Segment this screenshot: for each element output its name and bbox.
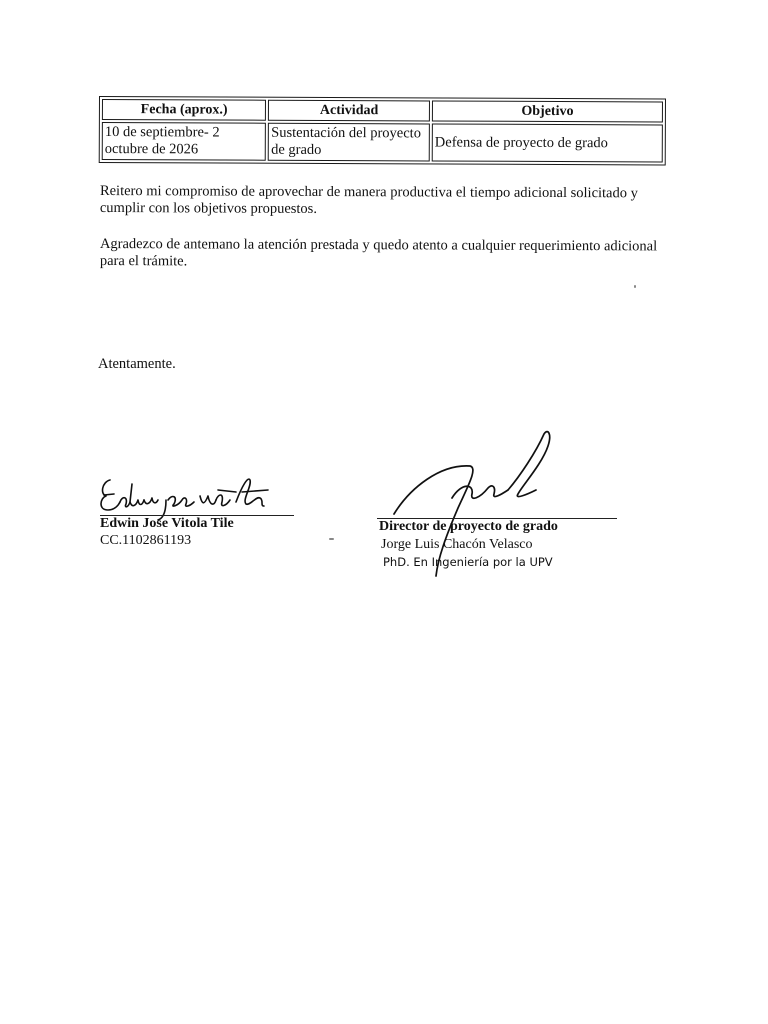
director-role: Director de proyecto de grado [379, 519, 558, 534]
cell-objective: Defensa de proyecto de grado [432, 123, 663, 162]
column-header-date: Fecha (aprox.) [102, 99, 266, 121]
director-credentials: PhD. En Ingeniería por la UPV [383, 555, 553, 569]
student-handwritten-signature [96, 466, 276, 522]
column-header-activity: Actividad [268, 100, 430, 122]
student-name: Edwin Jose Vitola Tile [100, 516, 234, 531]
scan-speck [634, 285, 636, 288]
cell-activity: Sustentación del proyecto de grado [268, 123, 430, 162]
closing-salutation: Atentamente. [98, 356, 176, 372]
thanks-paragraph: Agradezco de antemano la atención prestada y quedo atento a cualquier requerimiento adicional para el trámite. [99, 236, 658, 270]
column-header-objective: Objetivo [432, 100, 663, 122]
commitment-paragraph: Reitero mi compromiso de aprovechar de manera productiva el tiempo adicional solicitado y cumplir con los objetivos propuestos. [99, 183, 638, 217]
scan-speck [329, 538, 334, 540]
student-id-number: CC.1102861193 [100, 533, 192, 548]
table-row [102, 122, 663, 162]
schedule-table [99, 96, 666, 165]
table-header-row [102, 99, 663, 122]
cell-date: 10 de septiembre- 2 octubre de 2026 [102, 122, 267, 161]
director-name: Jorge Luis Chacón Velasco [381, 537, 533, 552]
